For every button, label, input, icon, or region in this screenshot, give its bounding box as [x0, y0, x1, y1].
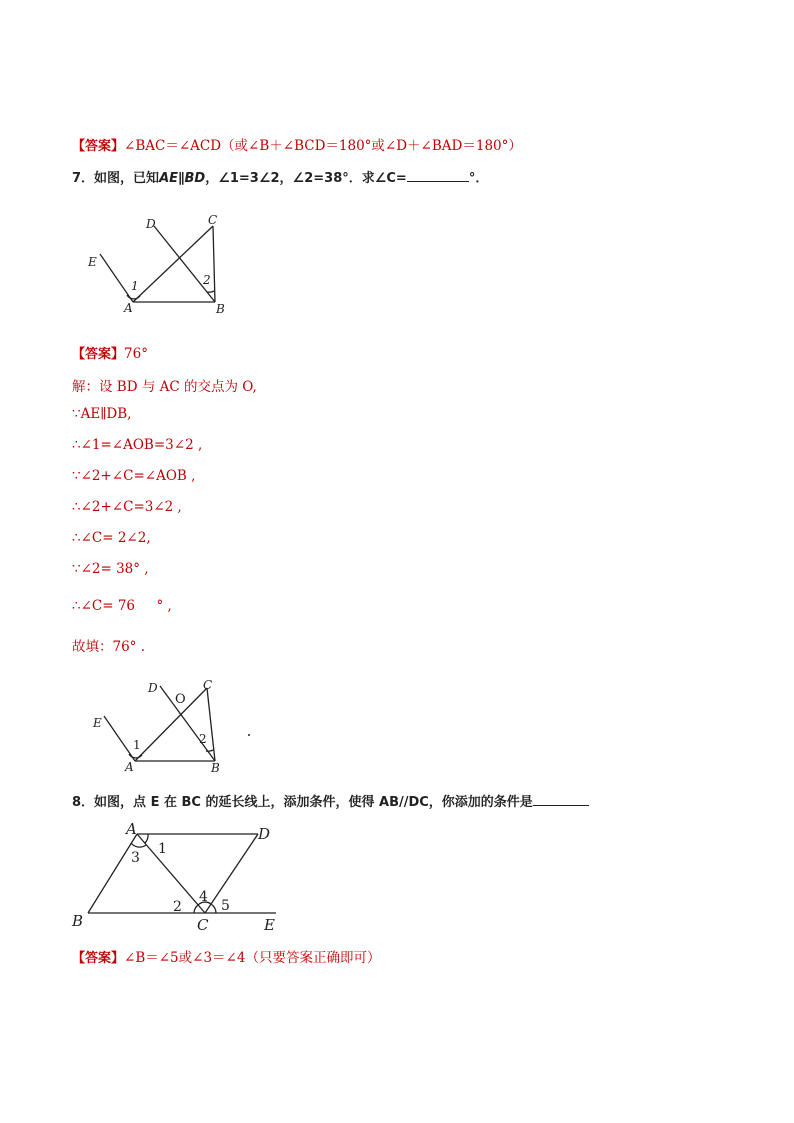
label-e: E: [264, 916, 275, 934]
solution-line: ∵∠2= 38° ,: [72, 561, 149, 577]
solution-line: ∴∠1=∠AOB=3∠2 ,: [72, 437, 203, 453]
answer-tag: 【答案】: [72, 347, 125, 362]
q7-mid: ，∠1=3∠2，∠2=38°．求∠C=: [205, 171, 407, 186]
segment-ac: [135, 688, 207, 761]
segment-db: [154, 226, 215, 302]
label-e: E: [93, 716, 102, 730]
solution-line: 故填：76° .: [72, 639, 146, 655]
segment-cb: [213, 226, 215, 302]
segment-cb: [207, 688, 215, 761]
angle-2-arc: [207, 291, 214, 292]
q8-text: 如图，点 E 在 BC 的延长线上，添加条件，使得 AB//DC，你添加的条件是: [94, 795, 533, 810]
segment-ab: [88, 834, 137, 913]
label-angle-5: 5: [221, 898, 230, 914]
answer-blank: [407, 169, 469, 182]
answer-8-text: ∠B＝∠5或∠3＝∠4（只要答案正确即可）: [124, 950, 381, 966]
answer-tag: 【答案】: [72, 139, 125, 154]
label-d: D: [258, 825, 271, 843]
stray-dot: [248, 734, 250, 736]
solution-line: ∵AE∥DB,: [72, 406, 132, 422]
solution-line: ∴∠C= 76 ° ,: [72, 598, 172, 614]
segment-dc: [205, 834, 258, 913]
answer-blank: [533, 793, 589, 806]
answer-tag: 【答案】: [72, 951, 125, 966]
answer-7-value: 76°: [124, 346, 148, 362]
question-7: [72, 167, 488, 186]
label-c: C: [197, 916, 209, 934]
question-8: [72, 791, 589, 810]
q8-figure: [68, 822, 288, 932]
segment-ac: [137, 834, 205, 913]
label-angle-2: 2: [203, 273, 211, 287]
label-angle-1: 1: [131, 279, 139, 293]
angle-3-arc: [131, 843, 146, 847]
label-b: B: [72, 912, 84, 930]
solution-figure: [85, 675, 255, 775]
solution-line: ∵∠2+∠C=∠AOB ,: [72, 468, 196, 484]
answer-6-text: ∠BAC＝∠ACD（或∠B＋∠BCD＝180°或∠D＋∠BAD＝180°）: [124, 138, 522, 154]
q7-prefix: 如图，已知: [94, 171, 160, 186]
angle-5-arc: [211, 904, 216, 913]
answer-7: [72, 343, 148, 362]
label-angle-1: 1: [133, 738, 141, 752]
label-c: C: [208, 213, 218, 227]
segment-ea: [100, 254, 133, 302]
label-angle-1: 1: [158, 841, 167, 857]
solution-line: 解：设 BD 与 AC 的交点为 O,: [72, 379, 257, 395]
label-b: B: [211, 761, 220, 775]
label-d: D: [148, 681, 158, 695]
label-angle-3: 3: [131, 850, 140, 866]
label-e: E: [88, 255, 97, 269]
q7-figure: [80, 208, 240, 318]
solution-line: ∴∠C= 2∠2,: [72, 530, 151, 546]
label-a: A: [124, 301, 133, 315]
angle-2-arc: [194, 905, 198, 913]
label-o: O: [175, 692, 186, 707]
label-angle-2: 2: [173, 899, 182, 915]
label-angle-2: 2: [199, 732, 207, 746]
answer-6: [72, 134, 522, 154]
q7-ae-bd: AE∥BD: [159, 171, 206, 186]
label-b: B: [216, 302, 225, 316]
angle-1-arc: [145, 834, 148, 843]
answer-8: [72, 946, 380, 966]
question-number: 7．: [72, 171, 95, 186]
label-a: A: [126, 820, 137, 838]
question-number: 8．: [72, 795, 95, 810]
solution-line: ∴∠2+∠C=3∠2 ,: [72, 499, 182, 515]
q7-suffix: °．: [468, 171, 489, 186]
segment-db: [160, 686, 215, 761]
segment-ac: [133, 226, 213, 302]
label-c: C: [203, 678, 213, 692]
label-d: D: [146, 217, 156, 231]
label-a: A: [125, 760, 134, 774]
label-angle-4: 4: [199, 889, 208, 905]
segment-ea: [104, 716, 135, 761]
